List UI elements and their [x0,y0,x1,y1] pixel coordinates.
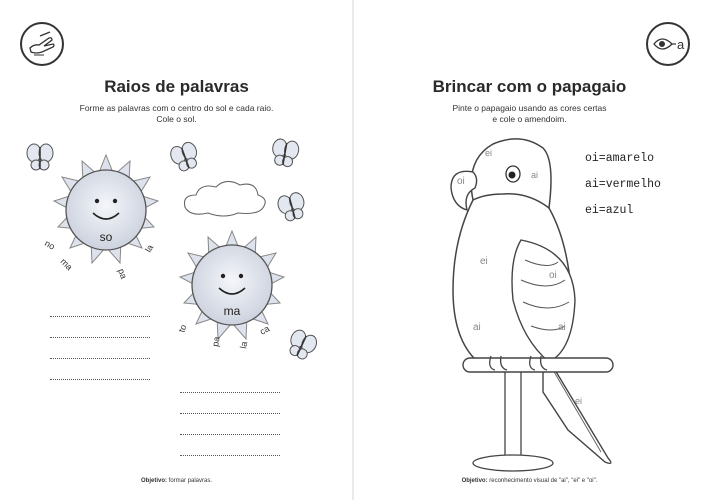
svg-text:a: a [677,37,685,52]
right-instruction-line-1: Pinte o papagaio usando as cores certas [452,103,607,113]
sun-2-ray-to: to [176,323,189,334]
answer-line[interactable] [180,413,280,414]
sun-1-ray-pa: pa [116,267,129,281]
sun-2-ray-la: la [238,340,250,350]
parrot-label-belly-ai: ai [473,322,481,333]
right-objective-text: reconhecimento visual de "ai", "ei" e "oi". [487,478,598,484]
sun-1-ray-la: la [143,242,156,254]
parrot-illustration [353,130,706,475]
sun-1-ray-ma: ma [58,256,75,273]
right-instruction-line-2: e cole o amendoim. [492,114,567,124]
color-key-oi: oi=amarelo [585,152,655,165]
right-objective-label: Objetivo: [461,478,488,484]
answer-line[interactable] [50,358,150,359]
left-objective-label: Objetivo: [140,478,167,484]
answer-line[interactable] [50,337,150,338]
parrot-perch [463,358,613,372]
butterfly-1 [27,144,53,170]
eye-letter-icon [646,22,690,66]
answer-line[interactable] [180,434,280,435]
right-page-title: Brincar com o papagaio [432,77,627,96]
left-instruction-line-1: Forme as palavras com o centro do sol e cada raio. [79,103,274,113]
parrot-label-wing-oi: oi [549,270,557,281]
answer-line[interactable] [50,379,150,380]
answer-line[interactable] [180,455,280,456]
cloud [184,181,265,216]
answer-line[interactable] [180,392,280,393]
parrot-label-head-ai: ai [531,170,539,180]
sun-illustration [0,135,353,365]
parrot-label-tail-ei: ei [575,396,583,406]
butterfly-4 [276,191,308,223]
color-key-ei: ei=azul [585,204,634,217]
left-objective-text: formar palavras. [167,478,213,484]
left-objective [0,478,353,484]
parrot-label-wing-ai: ai [558,322,566,333]
answer-line[interactable] [50,316,150,317]
left-instruction-line-2: Cole o sol. [156,114,197,124]
parrot-label-chest-ei: ei [480,256,488,267]
hand-writing-icon [20,22,64,66]
left-page-title: Raios de palavras [104,77,249,96]
sun-2 [176,231,284,349]
color-key-ai: ai=vermelho [585,178,661,191]
parrot-label-head-ei: ei [485,148,493,158]
sun-2-ray-ca: ca [258,323,272,337]
butterfly-3 [270,138,300,168]
sun-2-center: ma [223,304,241,318]
sun-2-ray-pa: pa [210,335,222,348]
sun-1 [43,155,158,280]
parrot-label-beak-oi: oi [457,176,465,187]
right-page [353,0,706,500]
sun-1-center: so [99,230,113,244]
right-objective [353,478,706,484]
butterfly-5 [285,328,320,363]
sun-1-ray-no: no [43,238,57,252]
butterfly-2 [168,140,201,173]
